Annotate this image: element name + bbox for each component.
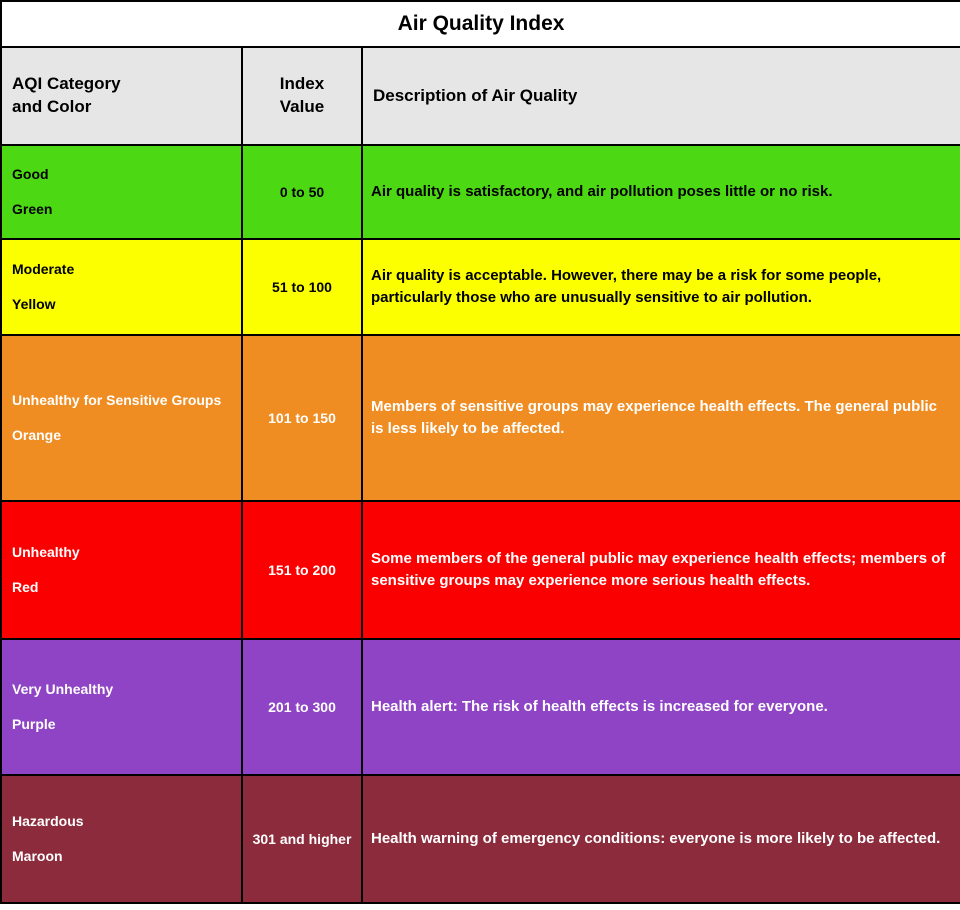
category-color-name: Red bbox=[12, 579, 39, 595]
table-header-row bbox=[1, 47, 960, 145]
table-row bbox=[1, 145, 960, 239]
category-color-name: Maroon bbox=[12, 848, 63, 864]
row-index-hazardous: 301 and higher bbox=[242, 775, 362, 903]
row-index-unhealthy: 151 to 200 bbox=[242, 501, 362, 639]
header-index-value bbox=[242, 47, 362, 145]
row-category-good bbox=[1, 145, 242, 239]
header-category-line1: AQI Category bbox=[12, 74, 121, 94]
category-color-name: Orange bbox=[12, 427, 62, 443]
row-description-hazardous: Health warning of emergency conditions: everyone is more likely to be affected. bbox=[362, 775, 960, 903]
row-index-very-unhealthy: 201 to 300 bbox=[242, 639, 362, 775]
row-index-good: 0 to 50 bbox=[242, 145, 362, 239]
row-category-moderate bbox=[1, 239, 242, 335]
header-category-line2: and Color bbox=[12, 97, 92, 116]
category-color-name: Purple bbox=[12, 716, 56, 732]
row-category-unhealthy bbox=[1, 501, 242, 639]
category-name: Unhealthy bbox=[12, 544, 80, 561]
row-description-good: Air quality is satisfactory, and air pollution poses little or no risk. bbox=[362, 145, 960, 239]
table-row bbox=[1, 639, 960, 775]
category-name: Hazardous bbox=[12, 813, 84, 830]
category-name: Very Unhealthy bbox=[12, 681, 114, 698]
row-category-very-unhealthy bbox=[1, 639, 242, 775]
header-description: Description of Air Quality bbox=[362, 47, 960, 145]
table-row bbox=[1, 335, 960, 501]
row-description-moderate: Air quality is acceptable. However, there may be a risk for some people, particularly those who are unusually sensitive to air pollution. bbox=[362, 239, 960, 335]
category-color-name: Yellow bbox=[12, 296, 56, 312]
header-index-line1: Index bbox=[279, 74, 325, 94]
header-category bbox=[1, 47, 242, 145]
row-description-unhealthy: Some members of the general public may experience health effects; members of sensitive groups may experience more serious health effects. bbox=[362, 501, 960, 639]
category-name: Unhealthy for Sensitive Groups bbox=[12, 392, 222, 409]
category-name: Good bbox=[12, 166, 49, 183]
row-description-unhealthy-sensitive: Members of sensitive groups may experience health effects. The general public is less likely to be affected. bbox=[362, 335, 960, 501]
table-title-row bbox=[1, 1, 960, 47]
table-row bbox=[1, 501, 960, 639]
row-category-hazardous bbox=[1, 775, 242, 903]
page-title: Air Quality Index bbox=[1, 1, 960, 47]
category-name: Moderate bbox=[12, 261, 75, 278]
table-row bbox=[1, 775, 960, 903]
row-category-unhealthy-sensitive bbox=[1, 335, 242, 501]
row-index-moderate: 51 to 100 bbox=[242, 239, 362, 335]
category-color-name: Green bbox=[12, 201, 53, 217]
row-index-unhealthy-sensitive: 101 to 150 bbox=[242, 335, 362, 501]
header-index-line2: Value bbox=[279, 97, 325, 116]
row-description-very-unhealthy: Health alert: The risk of health effects is increased for everyone. bbox=[362, 639, 960, 775]
table-row bbox=[1, 239, 960, 335]
